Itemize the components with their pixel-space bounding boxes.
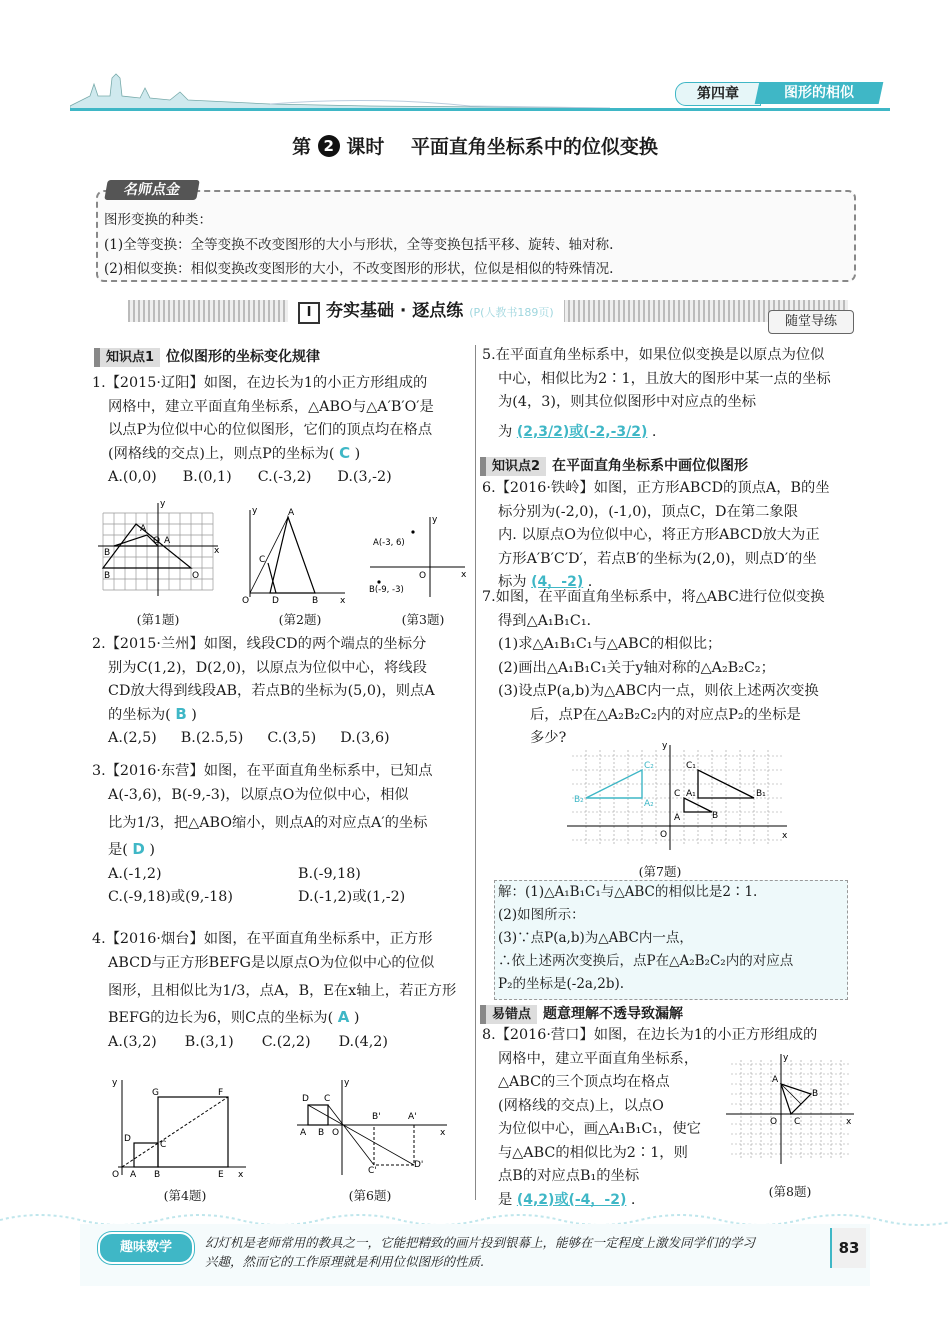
- svg-text:B': B': [372, 1112, 381, 1122]
- question-1: 1.【2015·辽阳】如图，在边长为1的小正方形组成的 网格中，建立平面直角坐标系，△ABO与△A′B′O′是 以点P为位似中心的位似图形，它们的顶点均在格点 (网格线的交点)上，则点P的坐标为( C ) A.(0,0) B.(0,1) C.(-3,2) D.(3,-2): [92, 375, 434, 485]
- svg-text:A: A: [288, 508, 295, 518]
- svg-text:A(-3, 6): A(-3, 6): [373, 538, 405, 548]
- answer-3: D: [132, 840, 145, 858]
- lesson-number-badge: 2: [318, 135, 340, 157]
- svg-text:x: x: [440, 1128, 446, 1138]
- svg-text:C: C: [259, 555, 266, 565]
- svg-text:B: B: [812, 1089, 819, 1099]
- section-title: I 夯实基础 · 逐点练 (P(人教书189页): [288, 298, 564, 324]
- answer-6: (4，-2): [531, 574, 584, 590]
- error-point: 易错点 题意理解不透导致漏解: [480, 1003, 683, 1024]
- footer-text: 幻灯机是老师常用的教具之一，它能把精致的画片投到银幕上，能够在一定程度上激发同学们的学习 兴趣，然而它的工作原理就是利用位似图形的性质.: [205, 1235, 756, 1269]
- svg-text:y: y: [432, 515, 438, 525]
- svg-text:O: O: [332, 1128, 340, 1138]
- caption-f3: (第3题): [401, 612, 445, 627]
- svg-text:B₁: B₁: [756, 789, 766, 799]
- chapter-number: 第四章: [675, 82, 761, 106]
- question-7: 7.如图，在平面直角坐标系中，将△ABC进行位似变换 得到△A₁B₁C₁. (1)求△A₁B₁C₁与△ABC的相似比； (2)画出△A₁B₁C₁关于y轴对称的△A₂B₂C₂； (3)设点P(a,b)为△ABC内一点，则依上述两次变换 后，点P在△A₂B₂C₂内的对应点P₂的坐标是 多少?: [482, 589, 825, 746]
- svg-text:C: C: [160, 1140, 167, 1150]
- question-4: 4.【2016·烟台】如图，在平面直角坐标系中，正方形 ABCD与正方形BEFG是以原点O为位似中心的位似 图形，且相似比为1/3，点A，B，E在x轴上，若正方形 BEFG的边长为6，则C点的坐标为( A ) A.(3,2) B.(3,1) C.(2,2) D.(4,2): [92, 931, 457, 1050]
- header-skyline-illustration: [70, 66, 610, 110]
- svg-text:A₂: A₂: [644, 799, 654, 809]
- header-rule: [70, 108, 890, 111]
- caption-f6: (第6题): [348, 1188, 392, 1203]
- svg-text:D: D: [302, 1094, 309, 1104]
- svg-text:A: A: [130, 1170, 137, 1180]
- solution-text: 解：(1)△A₁B₁C₁与△ABC的相似比是2∶1. (2)如图所示： (3)∵点P(a,b)为△ABC内一点， ∴依上述两次变换后，点P在△A₂B₂C₂内的对应点 P₂的坐标是(-2a,2b).: [498, 884, 794, 992]
- footer-decoration: [0, 1210, 950, 1333]
- chapter-title: 图形的相似: [755, 82, 884, 104]
- caption-f1: (第1题): [136, 612, 180, 627]
- svg-text:A: A: [164, 536, 171, 546]
- svg-text:O: O: [112, 1170, 120, 1180]
- answer-5: (2,3/2)或(-2,-3/2): [516, 423, 648, 440]
- knowledge-point-2: 知识点2 在平面直角坐标系中画位似图形: [480, 455, 748, 476]
- figure-2: [240, 505, 350, 605]
- svg-text:F: F: [218, 1088, 224, 1098]
- knowledge-point-1: 知识点1 位似图形的坐标变化规律: [94, 346, 320, 367]
- svg-text:D': D': [414, 1160, 424, 1170]
- svg-text:O: O: [419, 571, 427, 581]
- figure-6: [292, 1075, 452, 1180]
- svg-text:D: D: [272, 596, 279, 605]
- figure-8: [726, 1052, 856, 1167]
- svg-text:B: B: [312, 596, 319, 605]
- svg-text:O: O: [660, 830, 668, 840]
- svg-text:B(-9, -3): B(-9, -3): [369, 585, 404, 595]
- lesson-title: 第 2 课时 平面直角坐标系中的位似变换: [292, 136, 658, 158]
- svg-text:D: D: [124, 1134, 131, 1144]
- figure-1: [98, 498, 223, 603]
- svg-text:x: x: [340, 596, 346, 605]
- svg-text:B: B: [104, 571, 111, 581]
- svg-text:C: C: [324, 1094, 331, 1104]
- caption-f8: (第8题): [768, 1184, 812, 1199]
- question-2: 2.【2015·兰州】如图，线段CD的两个端点的坐标分 别为C(1,2)，D(2,0)，以原点为位似中心，将线段 CD放大得到线段AB，若点B的坐标为(5,0)，则点A 的坐标为( B ) A.(2,5) B.(2.5,5) C.(3,5) D.(3,6): [92, 636, 435, 746]
- svg-text:y: y: [160, 499, 166, 509]
- svg-text:B: B: [104, 548, 111, 558]
- svg-text:B: B: [318, 1128, 325, 1138]
- tips-line: (2)相似变换：相似变换改变图形的大小，不改变图形的形状，位似是相似的特殊情况.: [104, 261, 614, 277]
- figure-3: [365, 512, 470, 600]
- figure-7: [562, 740, 792, 855]
- svg-text:C₁: C₁: [686, 761, 696, 771]
- svg-text:x: x: [238, 1170, 244, 1180]
- footer-logo: 趣味数学: [98, 1232, 194, 1264]
- column-divider: [475, 345, 476, 1200]
- svg-text:x: x: [461, 570, 467, 580]
- answer-8: (4,2)或(-4，-2): [516, 1191, 627, 1208]
- svg-text:y: y: [662, 741, 668, 751]
- svg-text:A': A': [408, 1112, 417, 1122]
- svg-text:E: E: [218, 1170, 224, 1180]
- svg-text:O: O: [242, 596, 250, 605]
- caption-f7: (第7题): [638, 864, 682, 879]
- svg-text:x: x: [782, 831, 788, 841]
- svg-text:B₂: B₂: [574, 795, 584, 805]
- caption-f2: (第2题): [278, 612, 322, 627]
- svg-text:O: O: [770, 1117, 778, 1127]
- question-5: 5.在平面直角坐标系中，如果位似变换是以原点为位似 中心，相似比为2∶1，且放大的图形中某一点的坐标 为(4，3)，则其位似图形中对应点的坐标 为 (2,3/2)或(-2,-3/2) .: [482, 347, 831, 440]
- answer-4: A: [337, 1008, 350, 1026]
- question-3: 3.【2016·东营】如图，在平面直角坐标系中，已知点 A(-3,6)，B(-9,-3)，以原点O为位似中心，相似 比为1/3，把△ABO缩小，则点A的对应点A′的坐标 是( D ) A.(-1,2) B.(-9,18) C.(-9,18)或(9,-18) D.(-1,2)或(1,-2): [92, 763, 433, 905]
- svg-text:x: x: [846, 1117, 852, 1127]
- svg-text:y: y: [112, 1078, 118, 1088]
- svg-text:C: C: [674, 789, 681, 799]
- tips-line: 图形变换的种类：: [104, 212, 212, 228]
- svg-text:y: y: [252, 506, 258, 516]
- tips-label: 名师点金: [104, 180, 200, 200]
- tips-line: (1)全等变换：全等变换不改变图形的大小与形状，全等变换包括平移、旋转、轴对称.: [104, 237, 614, 253]
- question-6: 6.【2016·铁岭】如图，正方形ABCD的顶点A，B的坐 标分别为(-2,0)，(-1,0)，顶点C，D在第二象限 内. 以原点O为位似中心，将正方形ABCD放大为正 方形A′B′C′D′，若点B′的坐标为(2,0)，则点D′的坐 标为 (4，-2) .: [482, 480, 830, 590]
- svg-text:B: B: [154, 1170, 161, 1180]
- question-8: 8.【2016·营口】如图，在边长为1的小正方形组成的 网格中，建立平面直角坐标系， △ABC的三个顶点均在格点 (网格线的交点)上，以点O 为位似中心，画△A₁B₁C₁，使它 与△ABC的相似比为2∶1，则 点B的对应点B₁的坐标 是 (4,2)或(-4，-2) .: [482, 1027, 818, 1208]
- svg-text:G: G: [152, 1088, 159, 1098]
- svg-text:x: x: [214, 546, 220, 556]
- svg-text:A: A: [140, 524, 147, 534]
- svg-text:A: A: [300, 1128, 307, 1138]
- svg-text:A: A: [674, 813, 681, 823]
- svg-text:C': C': [368, 1166, 377, 1176]
- page-number: 83: [830, 1228, 866, 1268]
- svg-text:O: O: [192, 571, 200, 581]
- figure-4: [108, 1075, 248, 1185]
- svg-text:C₂: C₂: [644, 761, 654, 771]
- caption-f4: (第4题): [163, 1188, 207, 1203]
- answer-2: B: [175, 704, 187, 723]
- svg-text:y: y: [344, 1078, 350, 1088]
- svg-text:B: B: [712, 811, 719, 821]
- svg-text:A: A: [772, 1075, 779, 1085]
- svg-text:y: y: [783, 1053, 789, 1063]
- svg-text:C: C: [794, 1117, 801, 1127]
- svg-text:A₁: A₁: [686, 789, 696, 799]
- section-stamp: 随堂导练: [768, 310, 854, 334]
- chapter-tab: [675, 80, 885, 106]
- answer-1: C: [339, 443, 351, 462]
- svg-text:O: O: [153, 536, 161, 546]
